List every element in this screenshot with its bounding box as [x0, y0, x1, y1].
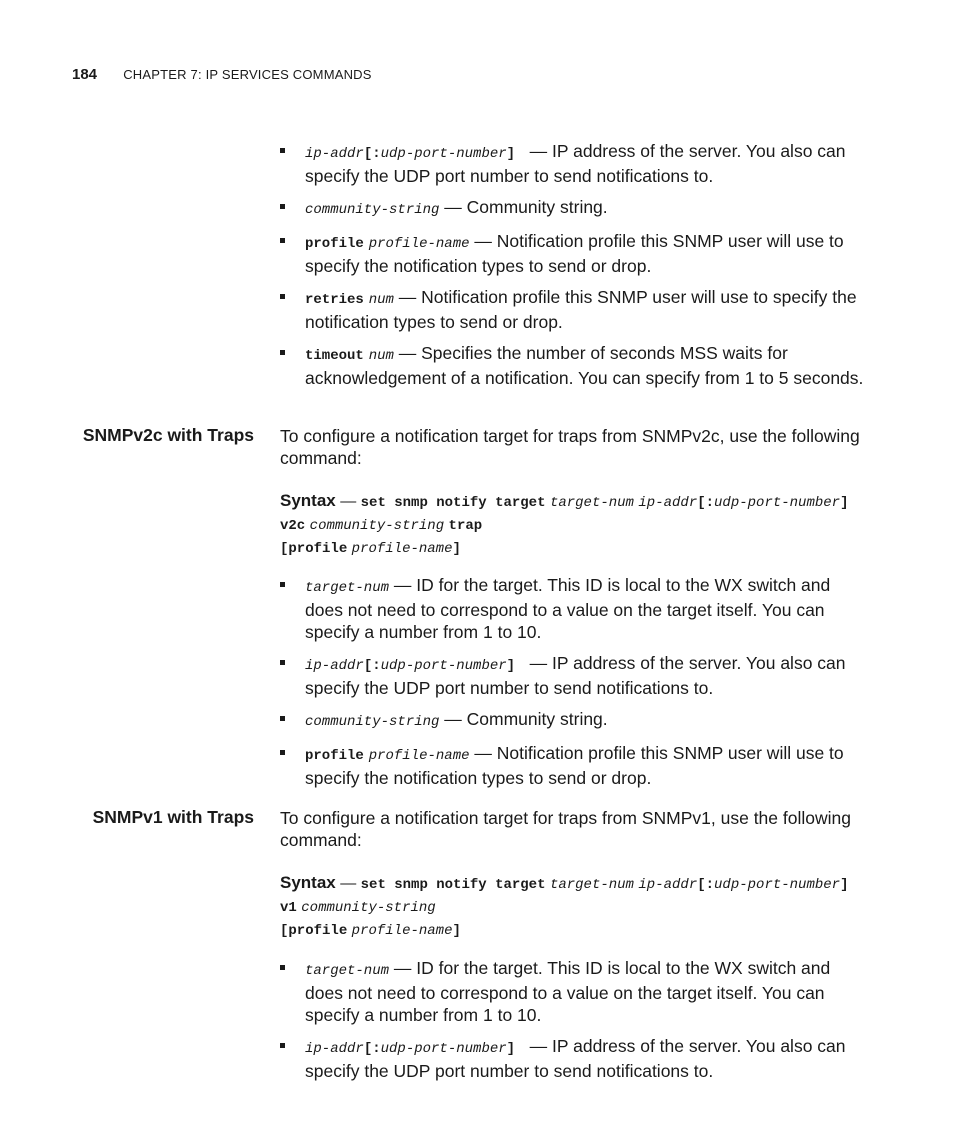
snmpv2c-parameter-list	[280, 574, 870, 798]
bullet-icon	[280, 238, 285, 243]
bullet-icon	[280, 1043, 285, 1048]
section-intro-snmpv1: To configure a notification target for traps from SNMPv1, use the following command:	[280, 808, 851, 850]
list-item: profile profile-name — Notification profile this SNMP user will use to specify the notification types to send or drop.	[280, 742, 870, 789]
list-item: timeout num — Specifies the number of seconds MSS waits for acknowledgement of a notification. You can specify from 1 to 5 seconds.	[280, 342, 870, 389]
syntax-block-snmpv2c: Syntax — set snmp notify target target-num ip-addr[:udp-port-number] v2c community-string trap [profile profile-name]	[280, 491, 849, 557]
top-parameter-list	[280, 140, 870, 398]
syntax-block-snmpv1: Syntax — set snmp notify target target-num ip-addr[:udp-port-number] v1 community-string [profile profile-name]	[280, 873, 849, 939]
bullet-icon	[280, 148, 285, 153]
bullet-icon	[280, 204, 285, 209]
list-item: ip-addr[:udp-port-number] — IP address of the server. You also can specify the UDP port number to send notifications to.	[280, 1035, 870, 1082]
bullet-icon	[280, 582, 285, 587]
page-number: 184	[72, 66, 98, 83]
chapter-title: CHAPTER 7: IP SERVICES COMMANDS	[123, 67, 372, 82]
list-item: target-num — ID for the target. This ID is local to the WX switch and does not need to correspond to a value on the target itself. You can specify a number from 1 to 10.	[280, 957, 870, 1026]
bullet-icon	[280, 350, 285, 355]
bullet-icon	[280, 965, 285, 970]
list-item: profile profile-name — Notification profile this SNMP user will use to specify the notification types to send or drop.	[280, 230, 870, 277]
section-heading-snmpv2c: SNMPv2c with Traps	[82, 425, 254, 445]
list-item: ip-addr[:udp-port-number] — IP address of the server. You also can specify the UDP port number to send notifications to.	[280, 140, 870, 187]
bullet-icon	[280, 716, 285, 721]
list-item: community-string — Community string.	[280, 196, 870, 221]
list-item: community-string — Community string.	[280, 708, 870, 733]
list-item: target-num — ID for the target. This ID is local to the WX switch and does not need to correspond to a value on the target itself. You can specify a number from 1 to 10.	[280, 574, 870, 643]
list-item: ip-addr[:udp-port-number] — IP address of the server. You also can specify the UDP port number to send notifications to.	[280, 652, 870, 699]
bullet-icon	[280, 660, 285, 665]
list-item: retries num — Notification profile this SNMP user will use to specify the notification types to send or drop.	[280, 286, 870, 333]
bullet-icon	[280, 294, 285, 299]
section-heading-snmpv1: SNMPv1 with Traps	[92, 807, 254, 827]
section-intro-snmpv2c: To configure a notification target for traps from SNMPv2c, use the following command:	[280, 426, 860, 468]
bullet-icon	[280, 750, 285, 755]
snmpv1-parameter-list	[280, 957, 870, 1091]
page-header	[72, 66, 372, 83]
